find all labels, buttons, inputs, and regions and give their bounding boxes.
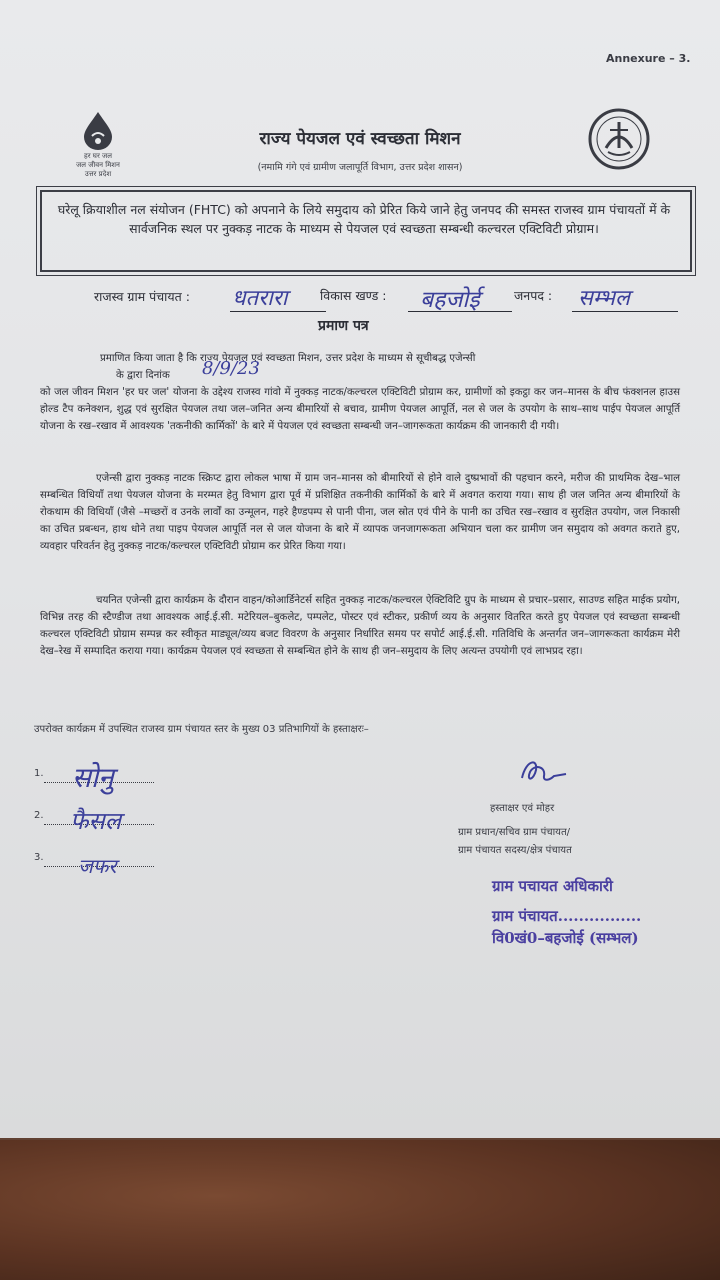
gp-underline	[230, 311, 326, 312]
para3-text: चयनित एजेन्सी द्वारा कार्यक्रम के दौरान वाहन/कोआर्डिनेटर्स सहित नुक्कड़ नाटक/कल्चरल ऐक्टिविटि ग्रुप के माध्यम से प्रचार–प्रसार, साउण्ड सहित माईक प्रयोग, विभिन्न तरह की स्टैण्डीज तथा आवश्यक आई.ई.सी. मटेरियल–बुकलेट, पम्पलेट, पोस्टर एवं स्टीकर, प्रकीर्ण व्यय के अनुसार वितरित करते हुए पेयजल एवं स्वच्छता सम्बन्धी कल्चरल एक्टिविटी प्रोग्राम सम्पन्न कर स्वीकृत माड्यूल/व्यय बजट विवरण के अनुसार निर्धारित समय पर सपोर्ट आई.ई.सी. गतिविधि के अन्तर्गत जन–जागरूकता कार्यक्रम मेरी देख–रेख में सम्पादित कराया गया। कार्यक्रम पेयजल एवं स्वच्छता से सम्बन्धित होने के साथ ही जन–समुदाय के लिए अत्यन्त उपयोगी एवं लाभप्रद रहा।	[40, 595, 680, 657]
certificate-title: प्रमाण पत्र	[318, 318, 369, 334]
official-signature-icon	[516, 756, 572, 792]
gp-label: राजस्व ग्राम पंचायत :	[94, 289, 190, 304]
signature-2-num: 2.	[34, 810, 44, 821]
annexure-label: Annexure – 3.	[606, 52, 691, 65]
signatories-intro: उपरोक्त कार्यक्रम में उपस्थित राजस्व ग्राम पंचायत स्तर के मुख्य 03 प्रतिभागियों के हस्ताक्षरः–	[34, 724, 369, 735]
official-sign-label: हस्ताक्षर एवं मोहर	[490, 803, 555, 814]
fabric-background	[0, 1140, 720, 1280]
signature-2: फैसल	[70, 807, 121, 835]
stamp-line1: ग्राम पचायत अधिकारी	[492, 877, 613, 895]
logo-left-caption	[58, 152, 138, 179]
program-date: 8/9/23	[202, 358, 260, 379]
water-drop-logo-icon	[78, 110, 118, 150]
district-label: जनपद :	[514, 288, 553, 303]
block-underline	[408, 311, 512, 312]
stamp-line2: ग्राम पंचायत................	[492, 907, 642, 925]
official-line1: ग्राम प्रधान/सचिव ग्राम पंचायत/	[458, 827, 571, 838]
signature-1: सोनु	[72, 761, 114, 794]
block-label: विकास खण्ड :	[320, 288, 387, 303]
signature-1-num: 1.	[34, 768, 44, 779]
logo-left-line2: जल जीवन मिशन	[76, 161, 120, 169]
para1-body: को जल जीवन मिशन 'हर घर जल' योजना के उद्देश्य राजस्व गांवो में नुक्कड़ नाटक/कल्चरल एक्टिविटी प्रोग्राम कर, ग्रामीणों को इकट्ठा कर जन–मानस के बीच फंक्शनल हाउस होल्ड टैप कनेक्शन, शुद्ध एवं सुरक्षित पेयजल तथा जल–जनित अन्य बीमारियों से बचाव, ग्रामीण पेयजल आपूर्ति, नल से जल के उपयोग के साथ–साथ पाईप पेयजल आपूर्ति योजना के रख–रखाव में आवश्यक 'तकनीकी कार्मिकों' के बारे में पेयजल एवं स्वच्छता सम्बन्धी जन–जागरूकता कार्यक्रम की जानकारी दी गयी।	[40, 387, 680, 432]
district-value: सम्भल	[578, 286, 630, 311]
logo-left-line3: उत्तर प्रदेश	[84, 170, 112, 178]
page-title: राज्य पेयजल एवं स्वच्छता मिशन	[259, 129, 461, 149]
page-subtitle: (नमामि गंगे एवं ग्रामीण जलापूर्ति विभाग, उत्तर प्रदेश शासन)	[257, 162, 463, 173]
para2-text: एजेन्सी द्वारा नुक्कड़ नाटक स्क्रिप्ट द्वारा लोकल भाषा में ग्राम जन–मानस को बीमारियों से होने वाले दुष्प्रभावों की पहचान करने, मरीज की प्राथमिक देख–भाल सम्बन्धित विधियाँ तथा पेयजल योजना के मरम्मत हेतु विभाग द्वारा पूर्व में प्रशिक्षित तकनीकी कार्मिकों के बारे में अवगत कराया गया। साथ ही जल जनित अन्य बीमारियों के रोकथाम की विधियाँ (जैसे –मच्छरों व उनके लार्वों का उन्मूलन, गहरे हैण्डपम्प से पानी पीना, जल स्रोत एवं पीने के पानी का उचित रख–रखाव व सुरक्षित उपयोग, जल निकासी का उचित प्रबन्धन, हाथ धोने तथा पाइप पेयजल आपूर्ति नल से जल योजना के बारे में व्यापक जनजागरूकता अभियान चला कर ग्रामीण जन समुदाय को अवगत कराते हुए, व्यवहार परिवर्तन हेतु नुक्कड़ नाटक/कल्चरल एक्टिविटी प्रोग्राम कर प्रेरित किया गया।	[40, 473, 680, 552]
official-line2: ग्राम पंचायत सदस्य/क्षेत्र पंचायत	[458, 845, 572, 856]
signature-3: जफर	[78, 854, 117, 878]
block-value: बहजोई	[420, 287, 480, 313]
logo-left-line1: हर घर जल	[84, 152, 112, 160]
para1-line2-lead: के द्वारा दिनांक	[116, 370, 170, 381]
signature-3-num: 3.	[34, 852, 44, 863]
gp-value: धतरारा	[232, 286, 288, 311]
district-underline	[572, 311, 678, 312]
up-government-emblem-icon	[588, 108, 650, 170]
stamp-line3: वि0खं0–बहजोई (सम्भल)	[492, 929, 639, 947]
para1-line1: प्रमाणित किया जाता है कि राज्य पेयजल एवं स्वच्छता मिशन, उत्तर प्रदेश के माध्यम से सूचीबद्ध एजेन्सी	[100, 353, 476, 364]
program-title-text: घरेलू क्रियाशील नल संयोजन (FHTC) को अपनाने के लिये समुदाय को प्रेरित किये जाने हेतु जनपद की समस्त राजस्व ग्राम पंचायतों में के सार्वजनिक स्थल पर नुक्कड़ नाटक के माध्यम से पेयजल एवं स्वच्छता सम्बन्धी कल्चरल एक्टिविटी प्रोग्राम।	[57, 202, 671, 236]
